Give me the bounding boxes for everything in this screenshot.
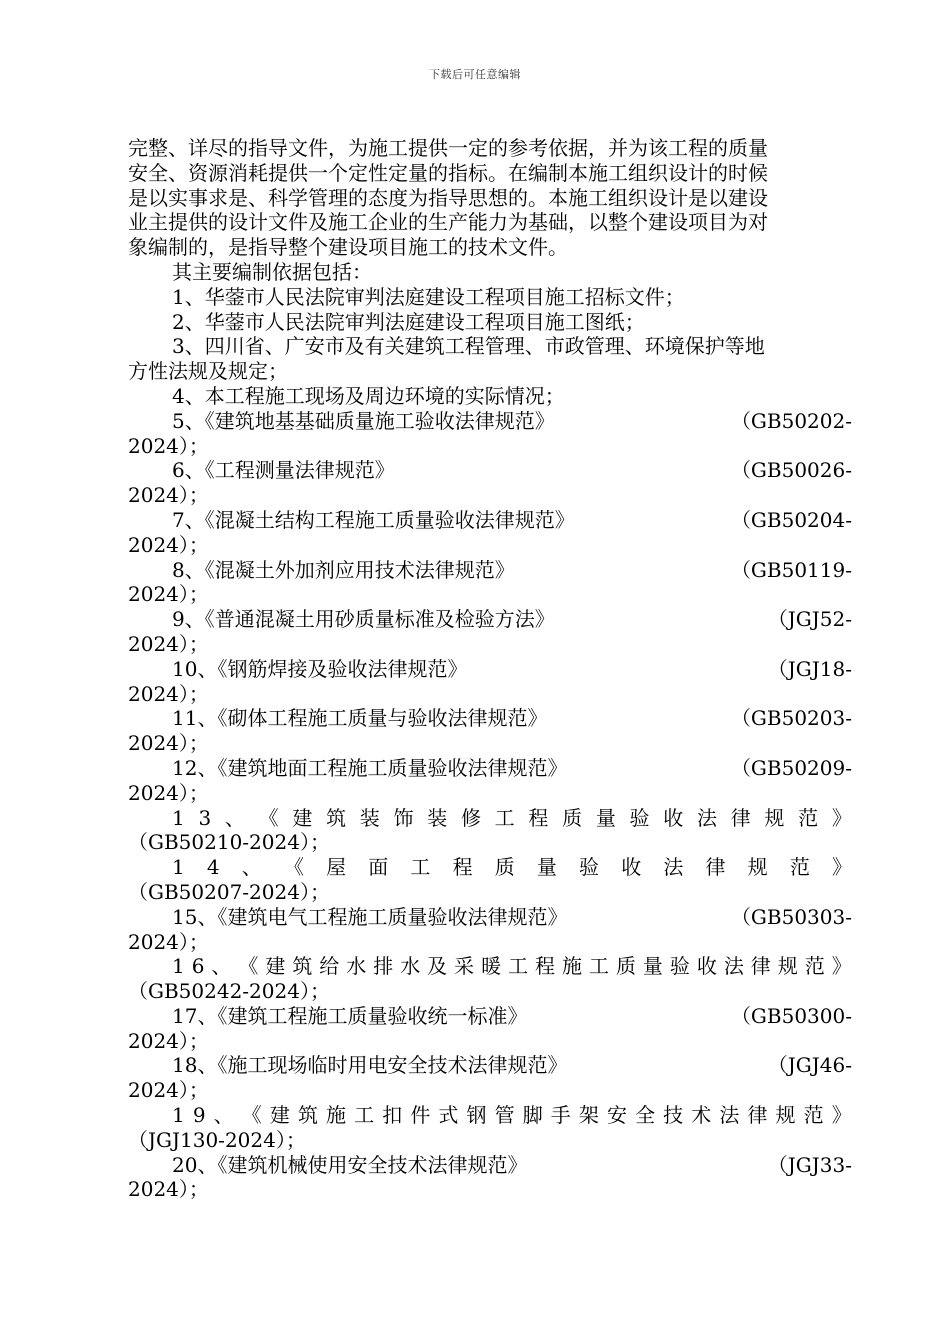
spread-char: 工 (494, 805, 515, 830)
spread-char: 程 (452, 855, 473, 880)
reference-item (128, 1053, 852, 1078)
spread-char: 钢 (466, 1103, 487, 1128)
reference-continuation: （GB50210-2024）； (128, 830, 330, 855)
spread-char: 工 (354, 1103, 375, 1128)
spread-char: 律 (705, 855, 726, 880)
reference-continuation: 2024）； (128, 532, 209, 557)
reference-continuation: 2024）； (128, 780, 209, 805)
reference-continuation: 2024）； (128, 1028, 209, 1053)
spread-char: 3 (198, 805, 212, 830)
spread-char: 规 (777, 954, 798, 979)
spread-char: 给 (319, 954, 340, 979)
spread-char: 装 (427, 805, 448, 830)
spread-char: 质 (615, 954, 636, 979)
reference-continuation: 2024）； (128, 483, 209, 508)
reference-item (128, 1004, 852, 1029)
reference-continuation: 2024）； (128, 1078, 209, 1103)
intro-line: 象编制的，是指导整个建设项目施工的技术文件。 (128, 235, 568, 260)
reference-title: 9、《普通混凝土用砂质量标准及检验方法》 (172, 607, 555, 632)
spread-char: 律 (750, 954, 771, 979)
spread-char: 建 (269, 1103, 290, 1128)
intro-line: 安全、资源消耗提供一个定性定量的指标。在编制本施工组织设计的时候 (128, 160, 768, 185)
reference-continuation: 2024）； (128, 433, 209, 458)
spread-char: 件 (410, 1103, 431, 1128)
reference-item-spread (128, 954, 852, 979)
reference-item-spread (128, 806, 852, 831)
reference-code: （JGJ18- (767, 656, 852, 681)
spread-char: 手 (550, 1103, 571, 1128)
reference-item (128, 905, 852, 930)
spread-char: 建 (292, 805, 313, 830)
reference-code: （JGJ33- (767, 1152, 852, 1177)
spread-char: 规 (764, 805, 785, 830)
reference-code: （JGJ46- (767, 1053, 852, 1078)
spread-char: 法 (696, 805, 717, 830)
reference-title: 8、《混凝土外加剂应用技术法律规范》 (172, 557, 515, 582)
reference-continuation: 2024）； (128, 582, 209, 607)
spread-char: 验 (579, 855, 600, 880)
spread-char: 施 (562, 954, 582, 979)
reference-item-spread (128, 855, 852, 880)
reference-title: 11、《砌体工程施工质量与验收法律规范》 (172, 706, 548, 731)
spread-char: 验 (629, 805, 650, 830)
spread-char: 安 (606, 1103, 627, 1128)
spread-char: 范 (804, 954, 825, 979)
spread-char: 1 (172, 805, 185, 830)
spread-char: 排 (373, 954, 394, 979)
document-body (128, 136, 852, 1202)
basis-item: 2、华蓥市人民法院审判法庭建设工程项目施工图纸； (172, 309, 645, 334)
reference-title: 17、《建筑工程施工质量验收统一标准》 (172, 1003, 528, 1028)
spread-char: 1 (172, 954, 185, 979)
spread-char: 收 (663, 805, 684, 830)
spread-char: 律 (730, 805, 751, 830)
spread-char: 《 (238, 954, 259, 979)
spread-char: 范 (803, 1103, 824, 1128)
spread-char: 收 (621, 855, 642, 880)
spread-char: 筑 (297, 1103, 318, 1128)
spread-char: 面 (368, 855, 389, 880)
spread-char: 程 (535, 954, 556, 979)
spread-char: 架 (578, 1103, 599, 1128)
reference-code: （GB50203- (730, 706, 852, 731)
spread-char: 6 (191, 954, 205, 979)
spread-char: 建 (265, 954, 286, 979)
spread-char: 》 (831, 855, 852, 880)
spread-char: 4 (206, 855, 220, 880)
basis-item: 1、华蓥市人民法院审判法庭建设工程项目施工招标文件； (172, 284, 685, 309)
spread-char: 式 (438, 1103, 459, 1128)
reference-item (128, 756, 852, 781)
reference-item (128, 706, 852, 731)
basis-item: 4、本工程施工现场及周边环境的实际情况； (172, 383, 565, 408)
reference-code: （GB50204- (730, 507, 852, 532)
reference-continuation: （JGJ130-2024）； (128, 1127, 306, 1152)
reference-title: 15、《建筑电气工程施工质量验收法律规范》 (172, 904, 568, 929)
spread-char: 及 (427, 954, 448, 979)
reference-continuation: （GB50207-2024）； (128, 879, 330, 904)
spread-char: 水 (346, 954, 367, 979)
spread-char: 筑 (292, 954, 313, 979)
spread-char: 规 (747, 855, 768, 880)
spread-char: 工 (410, 855, 431, 880)
reference-continuation: 2024）； (128, 681, 209, 706)
spread-char: 脚 (522, 1103, 543, 1128)
reference-code: （GB50300- (730, 1003, 852, 1028)
reference-title: 5、《建筑地基基础质量施工验收法律规范》 (172, 408, 555, 433)
spread-char: 施 (326, 1103, 347, 1128)
spread-char: 1 (172, 855, 185, 880)
spread-char: 、 (241, 855, 262, 880)
page-header: 下载后可任意编辑 (429, 68, 521, 81)
spread-char: 、 (213, 1103, 234, 1128)
spread-char: 法 (663, 855, 684, 880)
spread-char: 质 (562, 805, 583, 830)
reference-title: 12、《建筑地面工程施工质量验收法律规范》 (172, 755, 568, 780)
spread-char: 屋 (326, 855, 347, 880)
spread-char: 技 (663, 1103, 684, 1128)
spread-char: 修 (460, 805, 481, 830)
reference-item (128, 657, 852, 682)
reference-code: （GB50026- (730, 458, 852, 483)
spread-char: 》 (831, 1103, 852, 1128)
basis-item-continuation: 方性法规及规定； (128, 359, 288, 384)
spread-char: 1 (172, 1103, 185, 1128)
spread-char: 全 (635, 1103, 656, 1128)
reference-code: （GB50119- (730, 557, 852, 582)
spread-char: 水 (400, 954, 421, 979)
spread-char: 暖 (481, 954, 502, 979)
spread-char: 质 (494, 855, 515, 880)
reference-item (128, 558, 852, 583)
spread-char: 律 (747, 1103, 768, 1128)
reference-code: （JGJ52- (767, 607, 852, 632)
reference-code: （GB50209- (730, 755, 852, 780)
intro-line: 是以实事求是、科学管理的态度为指导思想的。本施工组织设计是以建设 (128, 185, 768, 210)
reference-item (128, 607, 852, 632)
spread-char: 法 (719, 1103, 740, 1128)
spread-char: 管 (494, 1103, 515, 1128)
spread-char: 程 (528, 805, 549, 830)
reference-item (128, 1153, 852, 1178)
spread-char: 《 (283, 855, 304, 880)
reference-title: 20、《建筑机械使用安全技术法律规范》 (172, 1152, 528, 1177)
spread-char: 》 (831, 954, 852, 979)
spread-char: 范 (789, 855, 810, 880)
intro-line: 完整、详尽的指导文件，为施工提供一定的参考依据，并为该工程的质量 (128, 136, 768, 160)
spread-char: 《 (258, 805, 279, 830)
spread-char: 采 (454, 954, 475, 979)
basis-heading: 其主要编制依据包括： (172, 259, 372, 284)
spread-char: 筑 (326, 805, 347, 830)
spread-char: 装 (359, 805, 380, 830)
reference-item-spread (128, 1103, 852, 1128)
reference-title: 7、《混凝土结构工程施工质量验收法律规范》 (172, 507, 575, 532)
basis-item: 3、四川省、广安市及有关建筑工程管理、市政管理、环境保护等地 (172, 334, 765, 359)
spread-char: 收 (696, 954, 717, 979)
reference-continuation: 2024）； (128, 929, 209, 954)
spread-char: 验 (669, 954, 690, 979)
reference-continuation: 2024）； (128, 631, 209, 656)
reference-title: 10、《钢筋焊接及验收法律规范》 (172, 656, 468, 681)
reference-item (128, 458, 852, 483)
spread-char: 术 (691, 1103, 712, 1128)
spread-char: 、 (224, 805, 245, 830)
reference-continuation: （GB50242-2024）； (128, 979, 330, 1004)
spread-char: 规 (775, 1103, 796, 1128)
spread-char: 》 (831, 805, 852, 830)
reference-item (128, 409, 852, 434)
reference-continuation: 2024）； (128, 731, 209, 756)
reference-code: （GB50303- (730, 904, 852, 929)
reference-item (128, 508, 852, 533)
spread-char: 9 (192, 1103, 206, 1128)
spread-char: 范 (798, 805, 819, 830)
reference-code: （GB50202- (730, 408, 852, 433)
spread-char: 饰 (393, 805, 414, 830)
spread-char: 法 (723, 954, 744, 979)
spread-char: 量 (595, 805, 616, 830)
spread-char: 扣 (382, 1103, 403, 1128)
reference-continuation: 2024）； (128, 1177, 209, 1202)
spread-char: 量 (642, 954, 663, 979)
spread-char: 工 (508, 954, 529, 979)
intro-line: 业主提供的设计文件及施工企业的生产能力为基础，以整个建设项目为对 (128, 210, 768, 235)
spread-char: 、 (211, 954, 232, 979)
spread-char: 量 (536, 855, 557, 880)
reference-title: 18、《施工现场临时用电安全技术法律规范》 (172, 1053, 568, 1078)
spread-char: 《 (241, 1103, 262, 1128)
spread-char: 工 (588, 954, 609, 979)
reference-title: 6、《工程测量法律规范》 (172, 458, 395, 483)
